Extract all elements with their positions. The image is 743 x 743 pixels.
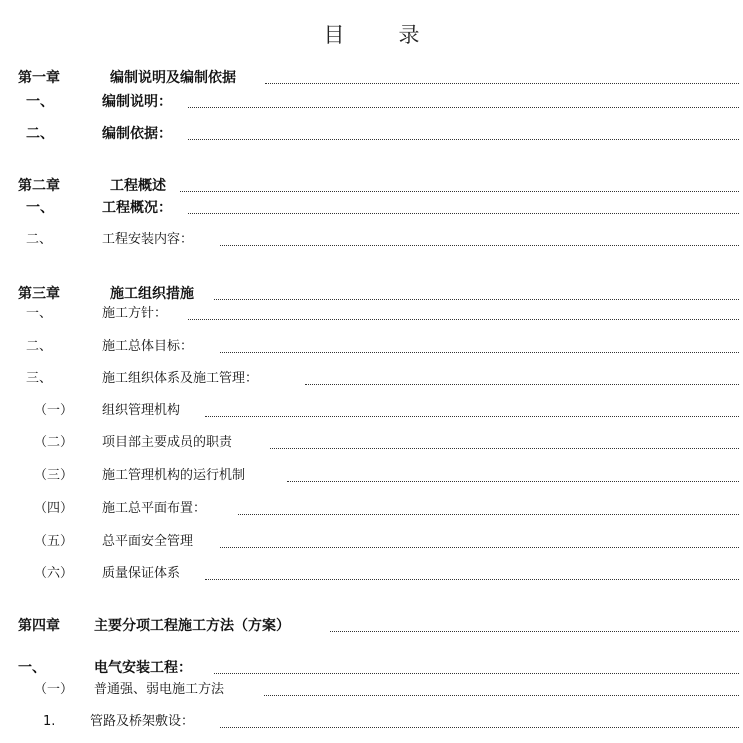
toc-entry-text: 电气安装工程： (94, 660, 192, 676)
toc-entry-number: 一、 (26, 306, 53, 321)
toc-leader-dots (188, 198, 739, 214)
toc-entry-number: 第三章 (18, 286, 60, 302)
toc-title-char-1: 目 (323, 23, 345, 47)
toc-entry-number: 一、 (26, 200, 54, 216)
toc-leader-dots (270, 433, 739, 449)
toc-entry-chapter-4[interactable] (0, 616, 743, 636)
toc-entry-number: 1. (43, 714, 56, 729)
toc-entry-subsection[interactable] (0, 433, 743, 453)
toc-entry-text: 施工总体目标： (102, 339, 194, 354)
toc-entry-number: 第一章 (18, 70, 60, 86)
toc-entry-section[interactable] (0, 658, 743, 678)
toc-entry-subsection[interactable] (0, 532, 743, 552)
toc-entry-number: （五） (34, 534, 74, 549)
toc-leader-dots (264, 680, 739, 696)
toc-leader-dots (220, 532, 739, 548)
toc-entry-subsection[interactable] (0, 680, 743, 700)
toc-entry-text: 施工总平面布置： (102, 501, 207, 516)
toc-entry-number: 一、 (26, 94, 54, 110)
toc-entry-section[interactable] (0, 337, 743, 357)
toc-leader-dots (214, 284, 739, 300)
toc-entry-number: 第四章 (18, 618, 60, 634)
toc-leader-dots (305, 369, 739, 385)
toc-leader-dots (265, 68, 739, 84)
toc-entry-number: 第二章 (18, 178, 60, 194)
toc-leader-dots (238, 499, 739, 515)
toc-entry-section[interactable] (0, 230, 743, 250)
toc-entry-number: （一） (34, 682, 74, 697)
toc-entry-text: 主要分项工程施工方法（方案） (94, 618, 290, 634)
toc-entry-subsection[interactable] (0, 564, 743, 584)
toc-leader-dots (220, 712, 739, 728)
toc-entry-subsection[interactable] (0, 499, 743, 519)
toc-leader-dots (330, 616, 739, 632)
toc-entry-subsection[interactable] (0, 401, 743, 421)
toc-entry-chapter-3[interactable] (0, 284, 743, 304)
toc-entry-number: （三） (34, 468, 74, 483)
toc-entry-number: （二） (34, 435, 74, 450)
toc-entry-number: 二、 (26, 232, 53, 247)
toc-entry-chapter-1[interactable] (0, 68, 743, 88)
toc-leader-dots (287, 466, 739, 482)
toc-leader-dots (214, 658, 739, 674)
toc-entry-chapter-2[interactable] (0, 176, 743, 196)
toc-leader-dots (180, 176, 739, 192)
toc-title (0, 18, 743, 52)
toc-entry-number: 二、 (26, 339, 53, 354)
toc-entry-text: 施工管理机构的运行机制 (102, 468, 246, 483)
toc-entry-text: 编制依据： (102, 126, 172, 142)
toc-entry-text: 编制说明： (102, 94, 172, 110)
toc-entry-section[interactable] (0, 369, 743, 389)
toc-entry-number: 二、 (26, 126, 54, 142)
toc-leader-dots (188, 124, 739, 140)
toc-entry-section[interactable] (0, 304, 743, 324)
toc-entry-number: 三、 (26, 371, 53, 386)
toc-leader-dots (205, 564, 739, 580)
toc-entry-section[interactable] (0, 198, 743, 218)
toc-entry-text: 组织管理机构 (102, 403, 181, 418)
toc-entry-text: 总平面安全管理 (102, 534, 194, 549)
toc-entry-text: 施工方针： (102, 306, 168, 321)
toc-entry-text: 编制说明及编制依据 (110, 70, 236, 86)
toc-entry-text: 管路及桥架敷设： (90, 714, 195, 729)
toc-entry-number: （四） (34, 501, 74, 516)
toc-entry-number: （六） (34, 566, 74, 581)
toc-entry-text: 项目部主要成员的职责 (102, 435, 233, 450)
toc-entry-text: 普通强、弱电施工方法 (94, 682, 225, 697)
toc-entry-text: 施工组织体系及施工管理： (102, 371, 259, 386)
toc-entry-item[interactable] (0, 712, 743, 732)
toc-entry-subsection[interactable] (0, 466, 743, 486)
toc-leader-dots (188, 92, 739, 108)
toc-entry-text: 工程概况： (102, 200, 172, 216)
toc-entry-section[interactable] (0, 92, 743, 112)
toc-leader-dots (188, 304, 739, 320)
toc-entry-text: 施工组织措施 (110, 286, 194, 302)
toc-entry-text: 质量保证体系 (102, 566, 181, 581)
toc-title-char-2: 录 (398, 23, 420, 47)
toc-entry-number: 一、 (18, 660, 46, 676)
toc-entry-text: 工程安装内容： (102, 232, 194, 247)
toc-leader-dots (220, 230, 739, 246)
toc-leader-dots (220, 337, 739, 353)
toc-entry-section[interactable] (0, 124, 743, 144)
toc-entry-number: （一） (34, 403, 74, 418)
toc-leader-dots (205, 401, 739, 417)
toc-entry-text: 工程概述 (110, 178, 166, 194)
